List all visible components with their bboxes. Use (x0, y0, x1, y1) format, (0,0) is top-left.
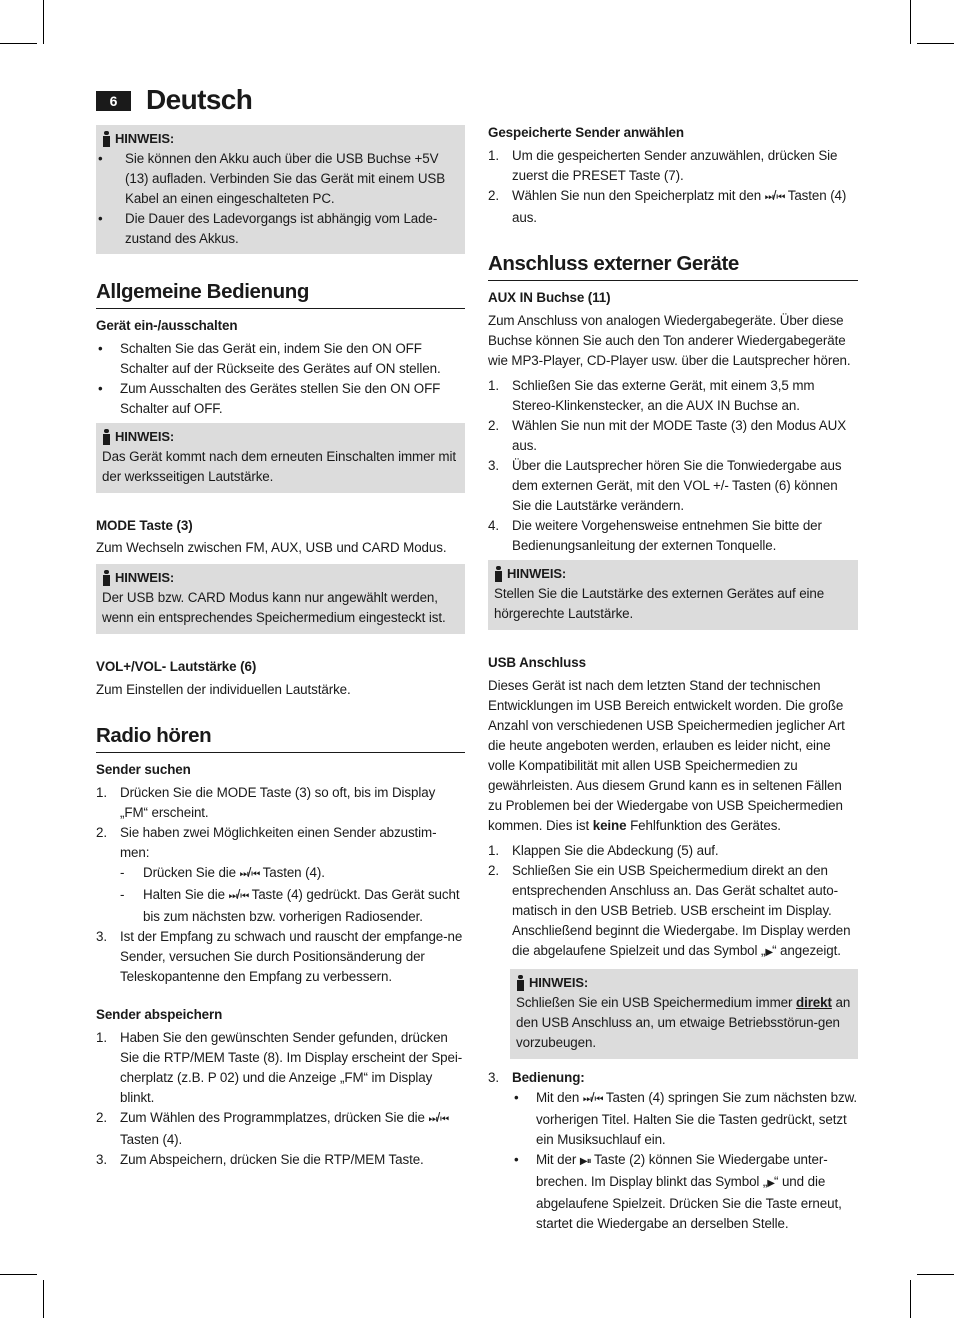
subsection-title: MODE Taste (3) (96, 518, 193, 533)
list-item: 3. Ist der Empfang zu schwach und rauscht der empfange-ne Sender, versuchen Sie durch Positionsänderung der Teleskopantenne den Empfang zu verbessern. (96, 929, 463, 984)
list-item: 4. Die weitere Vorgehensweise entnehmen Sie bitte der Bedienungsanleitung der externen Tonquelle. (488, 518, 822, 553)
list-item: - Drücken Sie die ⏭/⏮ Tasten (4). (120, 865, 325, 880)
back-icon: ⏮ (240, 891, 249, 902)
subsection-title: VOL+/VOL- Lautstärke (6) (96, 659, 257, 674)
subsection-title: Gerät ein-/ausschalten (96, 318, 238, 333)
note-text: Der USB bzw. CARD Modus kann nur angewählt werden, wenn ein entsprechendes Speichermedium eingesteckt ist. (102, 590, 446, 625)
bullet-list (488, 1088, 858, 1234)
note-box (96, 125, 465, 254)
list-item: 2. Zum Wählen des Programmplatzes, drücken Sie die ⏭/⏮ Tasten (4). (96, 1110, 449, 1147)
skip-icon: ⏭ (228, 891, 237, 902)
note-box (96, 564, 465, 634)
note-title: HINWEIS: (494, 564, 851, 584)
back-icon: ⏮ (251, 869, 260, 880)
skip-icon: ⏭ (582, 1094, 591, 1105)
numbered-list (488, 376, 858, 556)
list-item: 2. Wählen Sie nun den Speicherplatz mit den ⏭/⏮ Tasten (4) aus. (488, 188, 847, 225)
note-text: Das Gerät kommt nach dem erneuten Einschalten immer mit der werksseitigen Lautstärke. (102, 449, 456, 484)
list-item: • Sie können den Akku auch über die USB Buchse +5V (13) aufladen. Verbinden Sie das Gerät mit einem USB Kabel an einen eingeschalteten PC. (96, 149, 458, 209)
back-icon: ⏮ (440, 1114, 449, 1125)
paragraph: Dieses Gerät ist nach dem letzten Stand der technischen Entwicklungen im USB Bereich entwickelt worden. Die große Anzahl von verschiedenen USB Speichermedien jeglicher Art die heute angeboten werden, erlauben es leider nicht, eine volle Kompatibilität mit allen USB Speichermedien zu gewährleisten. Aus diesem Grund kann es in seltenen Fällen zu Problemen bei der Wiedergabe von USB Speichermedien kommen. Dies ist keine Fehlfunktion des Gerätes. (488, 678, 845, 833)
list-item: 3. Bedienung: (488, 1070, 585, 1085)
play-icon: ▶ (767, 1178, 774, 1189)
subsection-title: USB Anschluss (488, 655, 586, 670)
right-column (488, 125, 858, 1234)
section-title: Allgemeine Bedienung (96, 279, 465, 309)
play-icon: ▶ (765, 947, 773, 958)
page-number: 6 (96, 91, 131, 111)
note-box (96, 423, 465, 493)
list-item: 3. Zum Abspeichern, drücken Sie die RTP/MEM Taste. (96, 1152, 424, 1167)
back-icon: ⏮ (776, 192, 785, 203)
note-title: HINWEIS: (516, 973, 851, 993)
play-icon: ▶ (579, 1156, 587, 1167)
subsection-title: AUX IN Buchse (11) (488, 290, 611, 305)
list-item: 2. Wählen Sie nun mit der MODE Taste (3) den Modus AUX aus. (488, 418, 847, 453)
skip-icon: ⏭ (239, 869, 248, 880)
list-item: 2. Schließen Sie ein USB Speichermedium direkt an den entsprechenden Anschluss an. Das Gerät schaltet auto-matisch in den USB Betrieb. USB erscheint im Display. Anschließend beginnt die Wiedergabe. Im Display werden die abgelaufene Spielzeit und das Symbol „▶“ angezeigt. (488, 863, 851, 958)
info-icon (102, 131, 111, 147)
paragraph: Zum Wechseln zwischen FM, AUX, USB und CARD Modus. (96, 540, 447, 555)
list-item: 1. Klappen Sie die Abdeckung (5) auf. (488, 843, 719, 858)
skip-icon: ⏭ (764, 192, 773, 203)
note-title: HINWEIS: (102, 129, 458, 149)
crop-mark (910, 1280, 911, 1318)
list-item: 2. Sie haben zwei Möglichkeiten einen Sender abzustim-men: (96, 825, 437, 860)
section-title: Radio hören (96, 723, 465, 753)
note-title: HINWEIS: (102, 427, 458, 447)
list-item: • Mit den ⏭/⏮ Tasten (4) springen Sie zum nächsten bzw. vorherigen Titel. Halten Sie die Tasten gedrückt, setzt ein Musiksuchlauf ein. (512, 1088, 858, 1150)
list-item: 1. Um die gespeicherten Sender anzuwählen, drücken Sie zuerst die PRESET Taste (7). (488, 148, 838, 183)
crop-mark (43, 0, 44, 44)
list-item: 1. Haben Sie den gewünschten Sender gefunden, drücken Sie die RTP/MEM Taste (8). Im Display erscheint der Spei-cherplatz (z.B. P 02) und die Anzeige „FM“ im Display blinkt. (96, 1030, 463, 1105)
note-text: Schließen Sie ein USB Speichermedium immer direkt an den USB Anschluss an, um etwaige Betriebsstörun-gen vorzubeugen. (516, 995, 851, 1050)
left-column (96, 125, 465, 1170)
numbered-list (96, 1028, 465, 1170)
note-box (488, 560, 858, 630)
list-item: • Mit der ▶⏸ Taste (2) können Sie Wiedergabe unter-brechen. Im Display blinkt das Symbol „▶“ und die abgelaufene Spielzeit. Drücken Sie die Taste erneut, startet die Wiedergabe an derselben Stelle. (512, 1150, 858, 1234)
subsection-title: Sender abspeichern (96, 1007, 223, 1022)
paragraph: Zum Einstellen der individuellen Lautstärke. (96, 682, 351, 697)
skip-icon: ⏭ (428, 1114, 437, 1125)
numbered-list (488, 1068, 858, 1088)
pause-icon: ⏸ (586, 1156, 591, 1167)
numbered-list (488, 841, 858, 963)
info-icon (102, 429, 111, 445)
numbered-list (96, 783, 465, 863)
crop-mark (43, 1280, 44, 1318)
info-icon (102, 570, 111, 586)
note-box (510, 969, 858, 1059)
page-title: Deutsch (146, 84, 253, 115)
list-item: - Halten Sie die ⏭/⏮ Taste (4) gedrückt. Das Gerät sucht bis zum nächsten bzw. vorherigen Radiosender. (120, 887, 460, 924)
bullet-list (96, 149, 458, 249)
info-icon (516, 975, 525, 991)
info-icon (494, 566, 503, 582)
list-item: 1. Drücken Sie die MODE Taste (3) so oft, bis im Display „FM“ erscheint. (96, 785, 436, 820)
crop-mark (917, 43, 954, 44)
note-title: HINWEIS: (102, 568, 458, 588)
subsection-title: Sender suchen (96, 762, 191, 777)
list-item: 3. Über die Lautsprecher hören Sie die Tonwiedergabe aus dem externen Gerät, mit den VOL +/- Tasten (6) können Sie die Lautstärke verändern. (488, 458, 842, 513)
note-text: Stellen Sie die Lautstärke des externen Gerätes auf eine hörgerechte Lautstärke. (494, 586, 825, 621)
list-item: • Schalten Sie das Gerät ein, indem Sie den ON OFF Schalter auf der Rückseite des Gerätes auf ON stellen. (96, 339, 465, 379)
dash-list (96, 863, 465, 927)
crop-mark (917, 1274, 954, 1275)
numbered-list (96, 927, 465, 987)
section-title: Anschluss externer Geräte (488, 251, 858, 281)
numbered-list (488, 146, 858, 228)
list-item: • Die Dauer des Ladevorgangs ist abhängig vom Lade-zustand des Akkus. (96, 209, 458, 249)
bullet-list (96, 339, 465, 419)
crop-mark (0, 1274, 37, 1275)
subsection-title: Gespeicherte Sender anwählen (488, 125, 684, 140)
list-item: • Zum Ausschalten des Gerätes stellen Sie den ON OFF Schalter auf OFF. (96, 379, 465, 419)
paragraph: Zum Anschluss von analogen Wiedergabegeräte. Über diese Buchse können Sie auch den Ton anderer Wiedergabegeräte wie MP3-Player, CD-Player usw. über die Lautsprecher hören. (488, 313, 851, 368)
back-icon: ⏮ (594, 1094, 603, 1105)
crop-mark (910, 0, 911, 44)
crop-mark (0, 43, 37, 44)
list-item: 1. Schließen Sie das externe Gerät, mit einem 3,5 mm Stereo-Klinkenstecker, an die AUX IN Buchse an. (488, 378, 815, 413)
